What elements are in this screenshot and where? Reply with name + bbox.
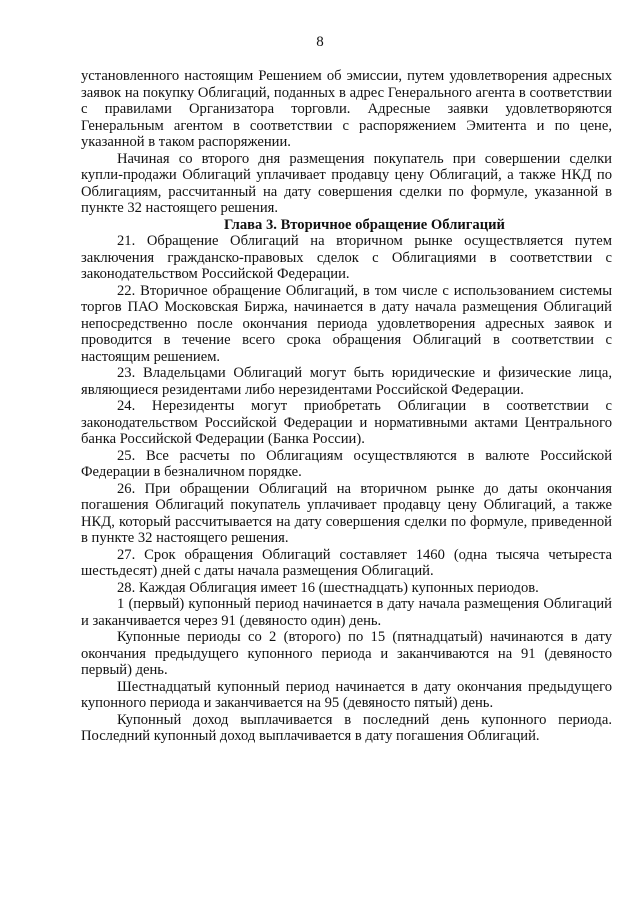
page-number: 8 [316, 34, 324, 50]
paragraph-continuation: установленного настоящим Решением об эмиссии, путем удовлетворения адресных заявок на покупку Облигаций, поданных в адрес Генерального агента в соответствии с правилами Организатора торговли. Адресные заявки удовлетворяются Генеральным агентом в соответствии с распоряжением Эмитента и по цене, указанной в таком распоряжении. [81, 68, 612, 150]
paragraph-second-day-price: Начиная со второго дня размещения покупатель при совершении сделки купли-продажи Облигаций уплачивает продавцу цену Облигаций, а также НКД по Облигациям, рассчитанный на дату совершения сделки по формуле, указанной в пункте 32 настоящего решения. [81, 150, 612, 216]
clause-27: 27. Срок обращения Облигаций составляет 1460 (одна тысяча четыреста шестьдесят) дней с даты начала размещения Облигаций. [81, 546, 612, 579]
clause-24: 24. Нерезиденты могут приобретать Облигации в соответствии с законодательством Российской Федерации и нормативными актами Центрального банка Российской Федерации (Банка России). [81, 398, 612, 447]
coupon-period-first: 1 (первый) купонный период начинается в дату начала размещения Облигаций и заканчивается через 91 (девяносто один) день. [81, 596, 612, 629]
coupon-periods-2-15: Купонные периоды со 2 (второго) по 15 (пятнадцатый) начинаются в дату окончания предыдущего купонного периода и заканчиваются на 91 (девяносто первый) день. [81, 629, 612, 678]
clause-25: 25. Все расчеты по Облигациям осуществляются в валюте Российской Федерации в безналичном порядке. [81, 447, 612, 480]
clause-22: 22. Вторичное обращение Облигаций, в том числе с использованием системы торгов ПАО Московская Биржа, начинается в дату начала размещения Облигаций непосредственно после окончания периода удовлетворения адресных заявок и проводится в течение всего срока обращения Облигаций в соответствии с настоящим решением. [81, 282, 612, 365]
chapter-heading: Глава 3. Вторичное обращение Облигаций [224, 216, 505, 233]
clause-21: 21. Обращение Облигаций на вторичном рынке осуществляется путем заключения гражданско-правовых сделок с Облигациями в соответствии с законодательством Российской Федерации. [81, 233, 612, 282]
coupon-period-16: Шестнадцатый купонный период начинается в дату окончания предыдущего купонного периода и заканчивается на 95 (девяносто пятый) день. [81, 678, 612, 711]
document-body [81, 68, 612, 745]
clause-23: 23. Владельцами Облигаций могут быть юридические и физические лица, являющиеся резидентами либо нерезидентами Российской Федерации. [81, 365, 612, 398]
clause-26: 26. При обращении Облигаций на вторичном рынке до даты окончания погашения Облигаций покупатель уплачивает продавцу цену Облигаций, а также НКД, который рассчитывается на дату совершения сделки по формуле, приведенной в пункте 32 настоящего решения. [81, 480, 612, 546]
clause-28: 28. Каждая Облигация имеет 16 (шестнадцать) купонных периодов. [117, 579, 539, 596]
coupon-payment: Купонный доход выплачивается в последний день купонного периода. Последний купонный доход выплачивается в дату погашения Облигаций. [81, 711, 612, 744]
